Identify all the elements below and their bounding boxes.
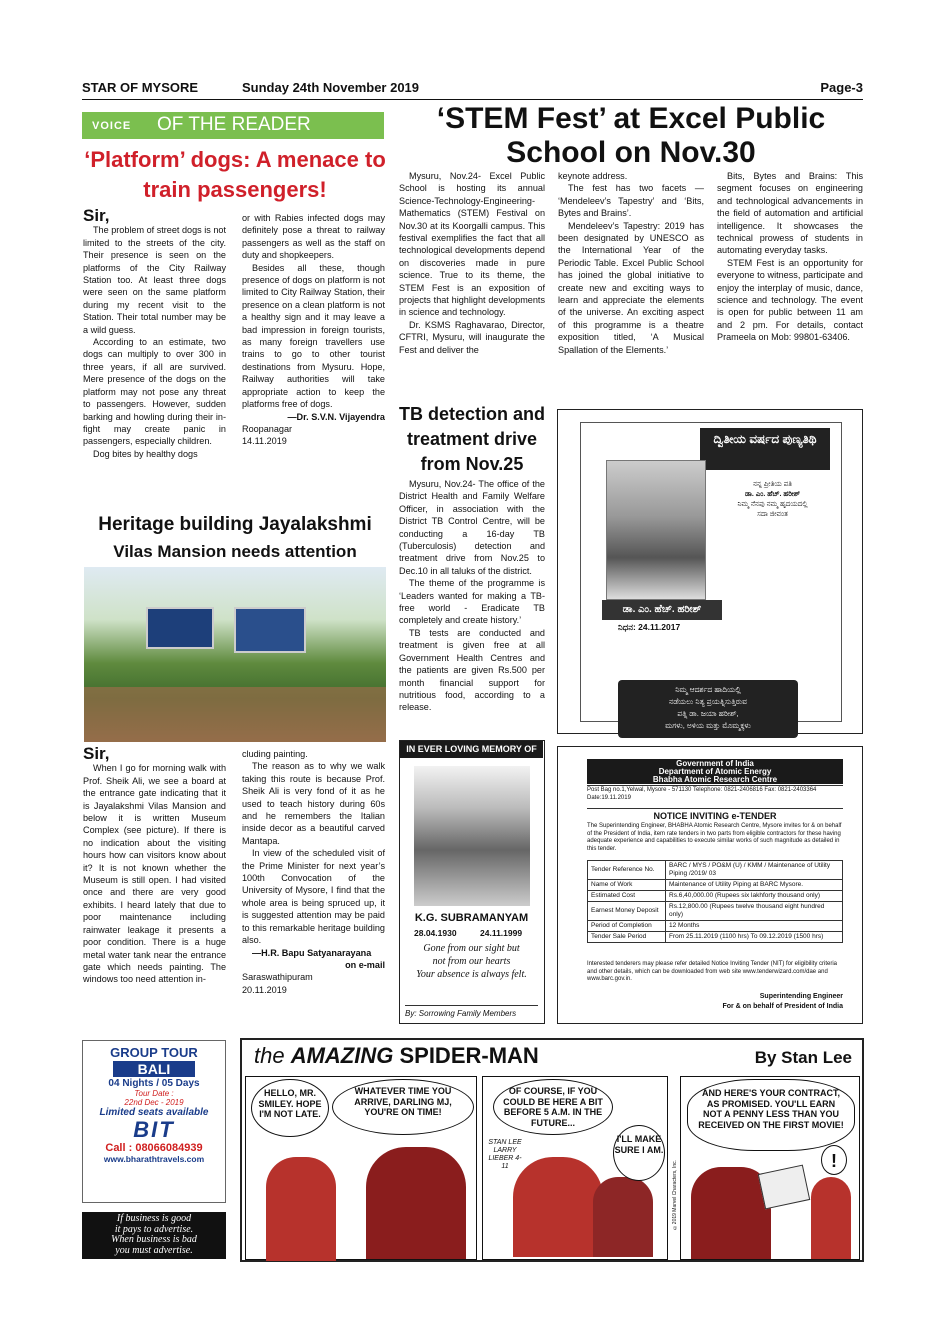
row-key: Period of Completion	[588, 921, 666, 932]
memorial-line: ನಿಮ್ಮ ನೆನಪು ನಮ್ಮ ಹೃದಯದಲ್ಲಿ	[737, 501, 808, 508]
mansion-photo	[84, 567, 386, 742]
centre-line: Bhabha Atomic Research Centre	[652, 775, 778, 784]
signature-date: 20.11.2019	[242, 984, 287, 995]
signature-via: on e-mail	[345, 959, 385, 970]
row-val: Maintenance of Utility Piping at BARC Mysore.	[666, 880, 843, 891]
tender-header	[587, 759, 843, 784]
speech-bubble: HELLO, MR. SMILEY. HOPE I'M NOT LATE.	[251, 1079, 329, 1137]
comic-strip	[240, 1038, 864, 1262]
row-key: Tender Sale Period	[588, 932, 666, 943]
tender-address	[587, 785, 843, 809]
salutation: Sir,	[83, 206, 110, 225]
row-key: Name of Work	[588, 880, 666, 891]
heritage-col1	[83, 746, 226, 986]
tender-table	[587, 860, 843, 943]
memorial-date: ನಿಧನ: 24.11.2017	[618, 622, 681, 632]
mj-figure	[266, 1157, 336, 1261]
mj-figure	[811, 1177, 851, 1259]
memory-verse	[400, 942, 543, 981]
tender-signature	[587, 992, 843, 1012]
memory-heading: IN EVER LOVING MEMORY OF	[400, 741, 543, 758]
paragraph: keynote address.	[558, 171, 628, 181]
comic-panel-2	[482, 1076, 668, 1260]
signature: —Dr. S.V.N. Vijayendra	[287, 411, 385, 422]
signature-place: Roopanagar	[242, 423, 293, 434]
row-val: 12 Months	[666, 921, 843, 932]
comic-credit: STAN LEE LARRY LIEBER 4-11	[488, 1139, 522, 1170]
row-val: From 25.11.2019 (1100 hrs) To 09.12.2019 (1500 hrs)	[666, 932, 843, 943]
portrait-photo	[606, 460, 706, 600]
row-key: Estimated Cost	[588, 891, 666, 902]
paragraph: Mendeleev’s Tapestry: 2019 has been designated by UNESCO as the International Year of the Periodic Table. Excel Public School has joined the global initiative to create new and exciting ways to learn and appreciate the elements of the universe. An exciting aspect of this programme is a theatre exposition titled, ‘A Musical Spallation of the Elements.’	[558, 220, 704, 355]
tender-footer: Interested tenderers may please refer detailed Notice Inviting Tender (NIT) for eligibility criteria and other details, which can be downloaded from web site www.tenderwizard.com/dae and www.barc.gov.in.	[587, 961, 838, 982]
comic-panel-3	[680, 1076, 860, 1260]
memorial-ad-english	[399, 740, 545, 1024]
ad-line: 04 Nights / 05 Days	[108, 1078, 200, 1089]
memorial-lines	[710, 480, 835, 520]
verse-line: not from our hearts	[432, 956, 511, 967]
stem-col3	[717, 170, 863, 344]
ground	[84, 687, 386, 742]
paragraph: TB tests are conducted and treatment is given free at all Government Health Centres and the patients are given Rs.500 per month financial support for nutritious food, according to a release.	[399, 627, 545, 713]
smiley-figure	[513, 1157, 603, 1257]
advert-line: When business is bad	[111, 1234, 197, 1245]
memorial-name: ಡಾ. ಎಂ. ಹೆಚ್. ಹರೀಶ್	[602, 600, 722, 620]
tender-notice	[557, 746, 863, 1024]
paragraph: According to an estimate, two dogs can multiply to over 300 in three years, if all are survived. Mere presence of the dogs on the platform may not pose any threat to passengers. However, sudden barking and howling during their in-fight may create panic in passengers, especially children.	[83, 337, 226, 447]
exclaim-bubble: !	[821, 1145, 847, 1175]
tender-title: NOTICE INVITING e-TENDER	[653, 811, 777, 821]
signboard	[146, 607, 214, 649]
memorial-ad-kannada	[557, 409, 863, 734]
address-line: Post Bag no.1,Yelwal, Mysore - 571130 Telephone: 0821-2406816 Fax: 0821-2403364	[587, 787, 817, 793]
death-date: 24.11.1999	[480, 928, 523, 938]
advert-line: If business is good	[116, 1213, 192, 1224]
comic-byline: By Stan Lee	[754, 1048, 852, 1067]
signboard	[234, 607, 306, 653]
speech-bubble: I'LL MAKE SURE I AM.	[613, 1125, 665, 1181]
contract-paper	[758, 1165, 810, 1210]
paragraph: Dr. KSMS Raghavarao, Director, CFTRI, Mysuru, will inaugurate the Fest and deliver the	[399, 319, 545, 355]
paragraph: The reason as to why we walk taking this route is because Prof. Sheik Ali is very fond of it as he used to teach history during 60s and he remembers the Italian inside decor as a beautiful carved Mantapa.	[242, 761, 385, 846]
portrait-photo	[414, 766, 530, 906]
voice-label: VOICE	[92, 120, 132, 132]
row-key: Earnest Money Deposit	[588, 902, 666, 921]
footer-line: ಪತ್ನಿ ಡಾ. ಜಯಾ ಹರೀಶ್,	[677, 709, 739, 718]
row-key: Tender Reference No.	[588, 861, 666, 880]
heritage-headline-2: Vilas Mansion needs attention	[113, 542, 357, 561]
footer-line: ನಡೆಯಲು ನಿತ್ಯ ಪ್ರಯತ್ನಿಸುತ್ತಿರುವ	[669, 697, 747, 706]
issue-date: Sunday 24th November 2019	[242, 80, 420, 95]
memorial-line: ನನ್ನ ಪ್ರೀತಿಯ ಪತಿ	[753, 481, 792, 488]
paragraph: Mysuru, Nov.24- The office of the District Health and Family Welfare Officer, in association with the District TB Control Centre, will be conducting a 16-day TB (Tuberculosis) detection and treatment drive from Nov.25 to Dec.10 in all taluks of the district.	[399, 479, 545, 576]
comic-panel-1	[245, 1076, 477, 1260]
speech-bubble: AND HERE'S YOUR CONTRACT, AS PROMISED. YOU'LL EARN NOT A PENNY LESS THAN YOU RECEIVED ON THE FIRST MOVIE!	[687, 1079, 855, 1151]
paragraph: The theme of the programme is ‘Leaders wanted for making a TB-free world - Eradicate TB completely and create history.’	[399, 578, 545, 626]
reader-label: OF THE READER	[157, 114, 311, 135]
signature: —H.R. Bapu Satyanarayana	[252, 947, 372, 958]
platform-headline: ‘Platform’ dogs: A menace to train passengers!	[84, 147, 386, 202]
stem-col2	[558, 170, 704, 356]
footer-line: ಮಗಳು, ಅಳಿಯ ಮತ್ತು ಮೊಮ್ಮಕ್ಕಳು	[665, 721, 751, 730]
stem-headline: ‘STEM Fest’ at Excel Public School on Nov.30	[436, 102, 826, 169]
heritage-headline-1: Heritage building Jayalakshmi	[98, 514, 372, 535]
paragraph: Bits, Bytes and Brains: This segment focuses on engineering and technological advancements in the field of automation and artificial intelligence. It showcases the technical prowess of students in automating everyday tasks.	[717, 171, 863, 256]
memorial-heading: ದ್ವಿತೀಯ ವರ್ಷದ ಪುಣ್ಯತಿಥಿ	[700, 428, 830, 470]
tender-date: Date:19.11.2019	[587, 795, 631, 801]
ad-line: Limited seats available	[99, 1107, 209, 1118]
memorial-footer	[618, 680, 798, 738]
row-val: BARC / MYS / PO&M (U) / KMM / Maintenance of Utility Piping /2019/ 03	[666, 861, 843, 880]
platform-col1	[83, 208, 226, 460]
tb-body	[399, 478, 545, 714]
paragraph: or with Rabies infected dogs may definitely pose a threat to railway passengers as well as the staff on duty and shopkeepers.	[242, 213, 385, 261]
speech-bubble: WHATEVER TIME YOU ARRIVE, DARLING MJ, YOU'RE ON TIME!	[332, 1079, 474, 1135]
ad-line: Tour Date :	[134, 1089, 174, 1098]
masthead	[82, 78, 863, 100]
page-number: Page-3	[820, 80, 863, 95]
salutation: Sir,	[83, 744, 110, 763]
memory-by: By: Sorrowing Family Members	[405, 1005, 538, 1020]
ad-line: GROUP TOUR	[110, 1045, 198, 1060]
stem-col1	[399, 170, 545, 356]
memory-name: K.G. SUBRAMANYAM	[414, 912, 529, 924]
paragraph: Besides all these, though presence of dogs on platform is not limited to City Railway Station, their presence on a clean platform is not a healthy sign and it may leave a bad impression in foreign tourists, as many foreign travellers use trains to go to other tourist destinations from Mysuru. Hope, Railway authorities will take appropriate action to keep the platforms free of dogs.	[242, 262, 385, 410]
section-banner	[82, 112, 384, 139]
advert-line: you must advertise.	[115, 1244, 193, 1256]
speech-bubble: OF COURSE, IF YOU COULD BE HERE A BIT BEFORE 5 A.M. IN THE FUTURE...	[493, 1079, 613, 1135]
dept-line: Department of Atomic Energy	[658, 767, 772, 776]
sig-line: Superintending Engineer	[759, 993, 843, 1000]
paragraph: STEM Fest is an opportunity for everyone to witness, participate and enjoy the interplay of music, dance, science and technology. The event is open for public between 11 am and 2 pm. For details, contact Prameela on Mob: 99801-63406.	[717, 257, 863, 343]
advertise-box	[82, 1212, 226, 1259]
tb-headline: TB detection and treatment drive from Nov.25	[398, 404, 545, 474]
comic-title	[254, 1043, 539, 1069]
ad-line: 22nd Dec - 2019	[124, 1098, 184, 1107]
paragraph: Dog bites by healthy dogs	[93, 448, 198, 459]
paragraph: Mysuru, Nov.24- Excel Public School is hosting its annual Science-Technology-Engineering-Mathematics (STEM) Festival on Nov.30 at its Koorgalli campus. This festival exemplifies the fact that all technological developments depend on discoveries made in pure science. True to its theme, the STEM Fest is an exposition of projects that highlight developments in science and technology.	[399, 171, 545, 318]
paragraph: The fest has two facets — ‘Mendeleev’s Tapestry’ and ‘Bits, Bytes and Brains’.	[558, 183, 704, 219]
signature-date: 14.11.2019	[242, 436, 287, 447]
row-val: Rs.6,40,000.00 (Rupees six lakhforty thousand only)	[666, 891, 843, 902]
platform-col2	[242, 212, 385, 448]
sig-line: For & on behalf of President of India	[722, 1003, 843, 1010]
heritage-col2	[242, 748, 385, 996]
ad-line: BALI	[113, 1061, 195, 1077]
verse-line: Your absence is always felt.	[416, 969, 527, 980]
title-part: AMAZING	[290, 1043, 394, 1068]
copyright: ©2019 Marvel Characters, Inc.	[672, 1160, 678, 1231]
title-part: SPIDER-MAN	[393, 1043, 539, 1068]
ad-phone: Call : 08066084939	[105, 1142, 203, 1154]
mj-figure	[593, 1177, 653, 1257]
footer-line: ನಿಮ್ಮ ಆದರ್ಶದ ಹಾದಿಯಲ್ಲಿ	[675, 685, 741, 694]
born-date: 28.04.1930	[414, 928, 457, 938]
tender-intro: The Superintending Engineer, BHABHA Atomic Research Centre, Mysore invites for & on behalf of the President of India, item rate tenders in two parts from eligible contractors for these having adequate experience and capabilities to execute similar works of such magnitude as detailed in this tender.	[587, 823, 842, 852]
paragraph: In view of the scheduled visit of the Prime Minister for next year’s 100th Convocation of the University of Mysore, I find that the whole area is being spruced up, it is suggested attention may be paid to this remarkable heritage building also.	[242, 848, 385, 946]
verse-line: Gone from our sight but	[423, 943, 520, 954]
row-val: Rs.12,800.00 (Rupees twelve thousand eight hundred only)	[666, 902, 843, 921]
memorial-line: ಸದಾ ಜೀವಂತ	[757, 511, 788, 518]
paragraph: The problem of street dogs is not limited to the streets of the city. Their presence is seen on the platforms of the City Railway Station too. At least three dogs were seen on the same platform during my recent visit to the Station. Their total number may be a wild guess.	[83, 225, 226, 335]
advert-line: it pays to advertise.	[114, 1223, 194, 1235]
bit-logo: BIT	[133, 1117, 175, 1142]
paragraph: cluding painting.	[242, 749, 308, 759]
gov-line: Government of India	[676, 759, 754, 768]
paragraph: When I go for morning walk with Prof. Sheik Ali, we see a board at the entrance gate indicating that it is Jayalakshmi Vilas Mansion and below it is written Museum Complex (see picture). If there is no indication about the visiting hours how can visitors know about it? It is not known whether the Museum is still open. I had visited once and there are very good exhibits. I heard lately that due to poor maintenance including rainwater leakage it presents a poor condition. There is a huge metal water tank near the entrance gate which needs painting. The windows too need attention in-	[83, 763, 226, 985]
signature-place: Saraswathipuram	[242, 972, 313, 983]
ad-website: www.bharathtravels.com	[103, 1154, 205, 1164]
title-part: the	[254, 1043, 291, 1068]
memorial-line: ಡಾ. ಎಂ. ಹೆಚ್. ಹರೀಶ್	[744, 491, 801, 498]
smiley-figure	[366, 1147, 466, 1259]
travel-ad	[82, 1040, 226, 1203]
paper-name: STAR OF MYSORE	[82, 80, 199, 95]
